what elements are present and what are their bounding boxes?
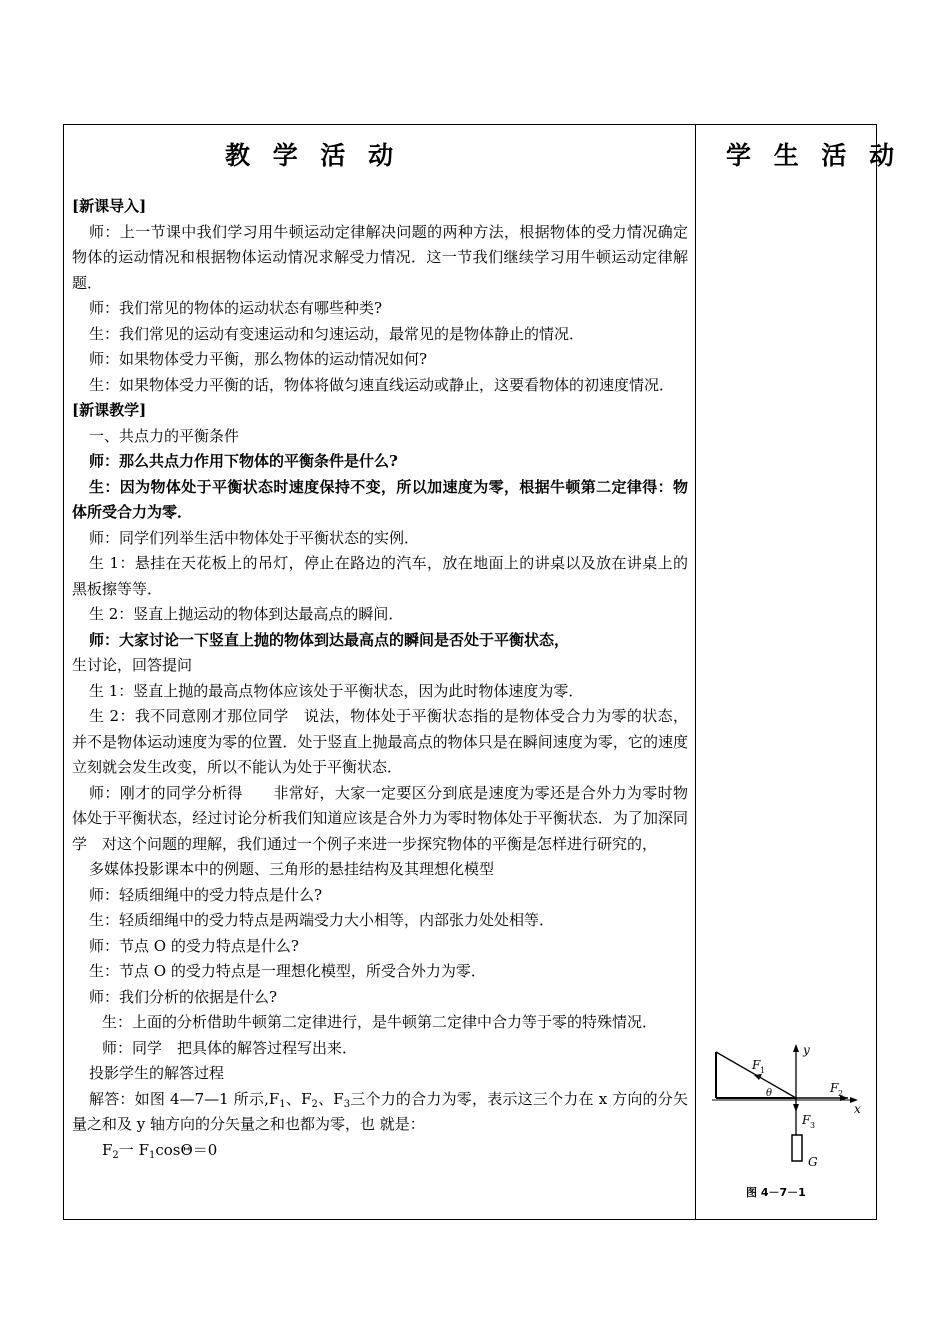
student-activity-heading: 学 生 活 动 [726,141,902,170]
paragraph: 师：那么共点力作用下物体的平衡条件是什么? [89,452,398,470]
label-g: G [808,1155,818,1169]
paragraph: 生：节点 O 的受力特点是一理想化模型，所受合外力为零． [89,962,486,980]
paragraph: 生：上面的分析借助牛顿第二定律进行，是牛顿第二定律中合力等于零的特殊情况． [102,1013,658,1031]
paragraph: 投影学生的解答过程 [89,1064,225,1082]
paragraph: 生 1：竖直上抛的最高点物体应该处于平衡状态，因为此时物体速度为零． [89,681,584,700]
teacher-activity-heading: 教 学 活 动 [225,141,401,170]
label-theta: θ [766,1088,773,1099]
label-f2-sub: 2 [838,1089,844,1098]
label-f1-sub: 1 [760,1066,766,1075]
paragraph: 师：如果物体受力平衡，那么物体的运动情况如何? [89,350,428,368]
answer-paragraph: 解答：如图 4—7—1 所示$,F_1$、$F_2$、$F_3$三个力的合力为零，表示这三个力在 x 方向的分矢量之和及 y 轴方向的分矢量之和也都为零，也 就是： [72,1089,688,1133]
paragraph: 师：节点 O 的受力特点是什么? [89,936,299,955]
paragraph: 师：上一节课中我们学习用牛顿运动定律解决问题的两种方法，根据物体的受力情况确定物体的运动情况和根据物体运动情况求解受力情况．这一节我们继续学习用牛顿运动定律解题． [72,222,688,292]
paragraph: 一、共点力的平衡条件 [89,426,240,445]
weight-block [792,1135,802,1161]
label-x: x [854,1102,861,1116]
paragraph: 生：如果物体受力平衡的话，物体将做匀速直线运动或静止，这要看物体的初速度情况． [89,375,675,394]
paragraph: 生：轻质细绳中的受力特点是两端受力大小相等，内部张力处处相等． [89,911,555,929]
equation: $F_2$一 $F_1\cos\Theta=0$ [102,1140,218,1161]
column-divider [695,124,696,1220]
force-diagram [708,1040,868,1210]
paragraph: 生：我们常见的运动有变速运动和匀速运动，最常见的是物体静止的情况． [89,324,585,343]
paragraph: 师：刚才的同学分析得 非常好，大家一定要区分到底是速度为零还是合外力为零时物体处于平衡状态，经过讨论分析我们知道应该是合外力为零时物体处于平衡状态．为了加深同学 对这个问题的理解，我们通过一个例子来进一步探究物体的平衡是怎样进行研究的， [72,783,688,853]
label-f3: F [802,1113,811,1127]
y-axis-arrow [793,1044,799,1052]
label-f2: F [830,1081,839,1095]
paragraph: 师：轻质细绳中的受力特点是什么? [89,885,323,904]
paragraph: 多媒体投影课本中的例题、三角形的悬挂结构及其理想化模型 [89,860,495,878]
teaching-content [72,194,688,1163]
paragraph: 师：同学们列举生活中物体处于平衡状态的实例． [89,528,420,547]
paragraph: 师：大家讨论一下竖直上抛的物体到达最高点的瞬间是否处于平衡状态， [89,630,570,649]
paragraph: 师：同学 把具体的解答过程写出来． [102,1038,358,1057]
paragraph: 生：因为物体处于平衡状态时速度保持不变，所以加速度为零，根据牛顿第二定律得：物体所受合力为零． [72,477,688,521]
f3-arrow [793,1104,799,1112]
label-y: y [803,1043,810,1057]
paragraph: 生 2：竖直上抛运动的物体到达最高点的瞬间． [89,605,404,623]
paragraph: 师：我们分析的依据是什么? [89,987,278,1006]
label-f3-sub: 3 [810,1121,816,1130]
section-label-intro: [新课导入] [72,197,147,215]
section-label-new: [新课教学] [72,401,147,419]
paragraph: 师：我们常见的物体的运动状态有哪些种类? [89,299,383,317]
paragraph: 生 2：我不同意刚才那位同学 说法，物体处于平衡状态指的是物体受合力为零的状态，并不是物体运动速度为零的位置．处于竖直上抛最高点的物体只是在瞬间速度为零，它的速度立刻就会发生改变，所以不能认为处于平衡状态． [72,707,688,776]
paragraph: 生 1：悬挂在天花板上的吊灯，停止在路边的汽车，放在地面上的讲桌以及放在讲桌上的黑板擦等等． [72,554,688,598]
figure-caption: 图 4－7－1 [746,1186,806,1199]
paragraph: 生讨论，回答提问 [72,656,193,674]
label-f1: F [752,1058,761,1072]
